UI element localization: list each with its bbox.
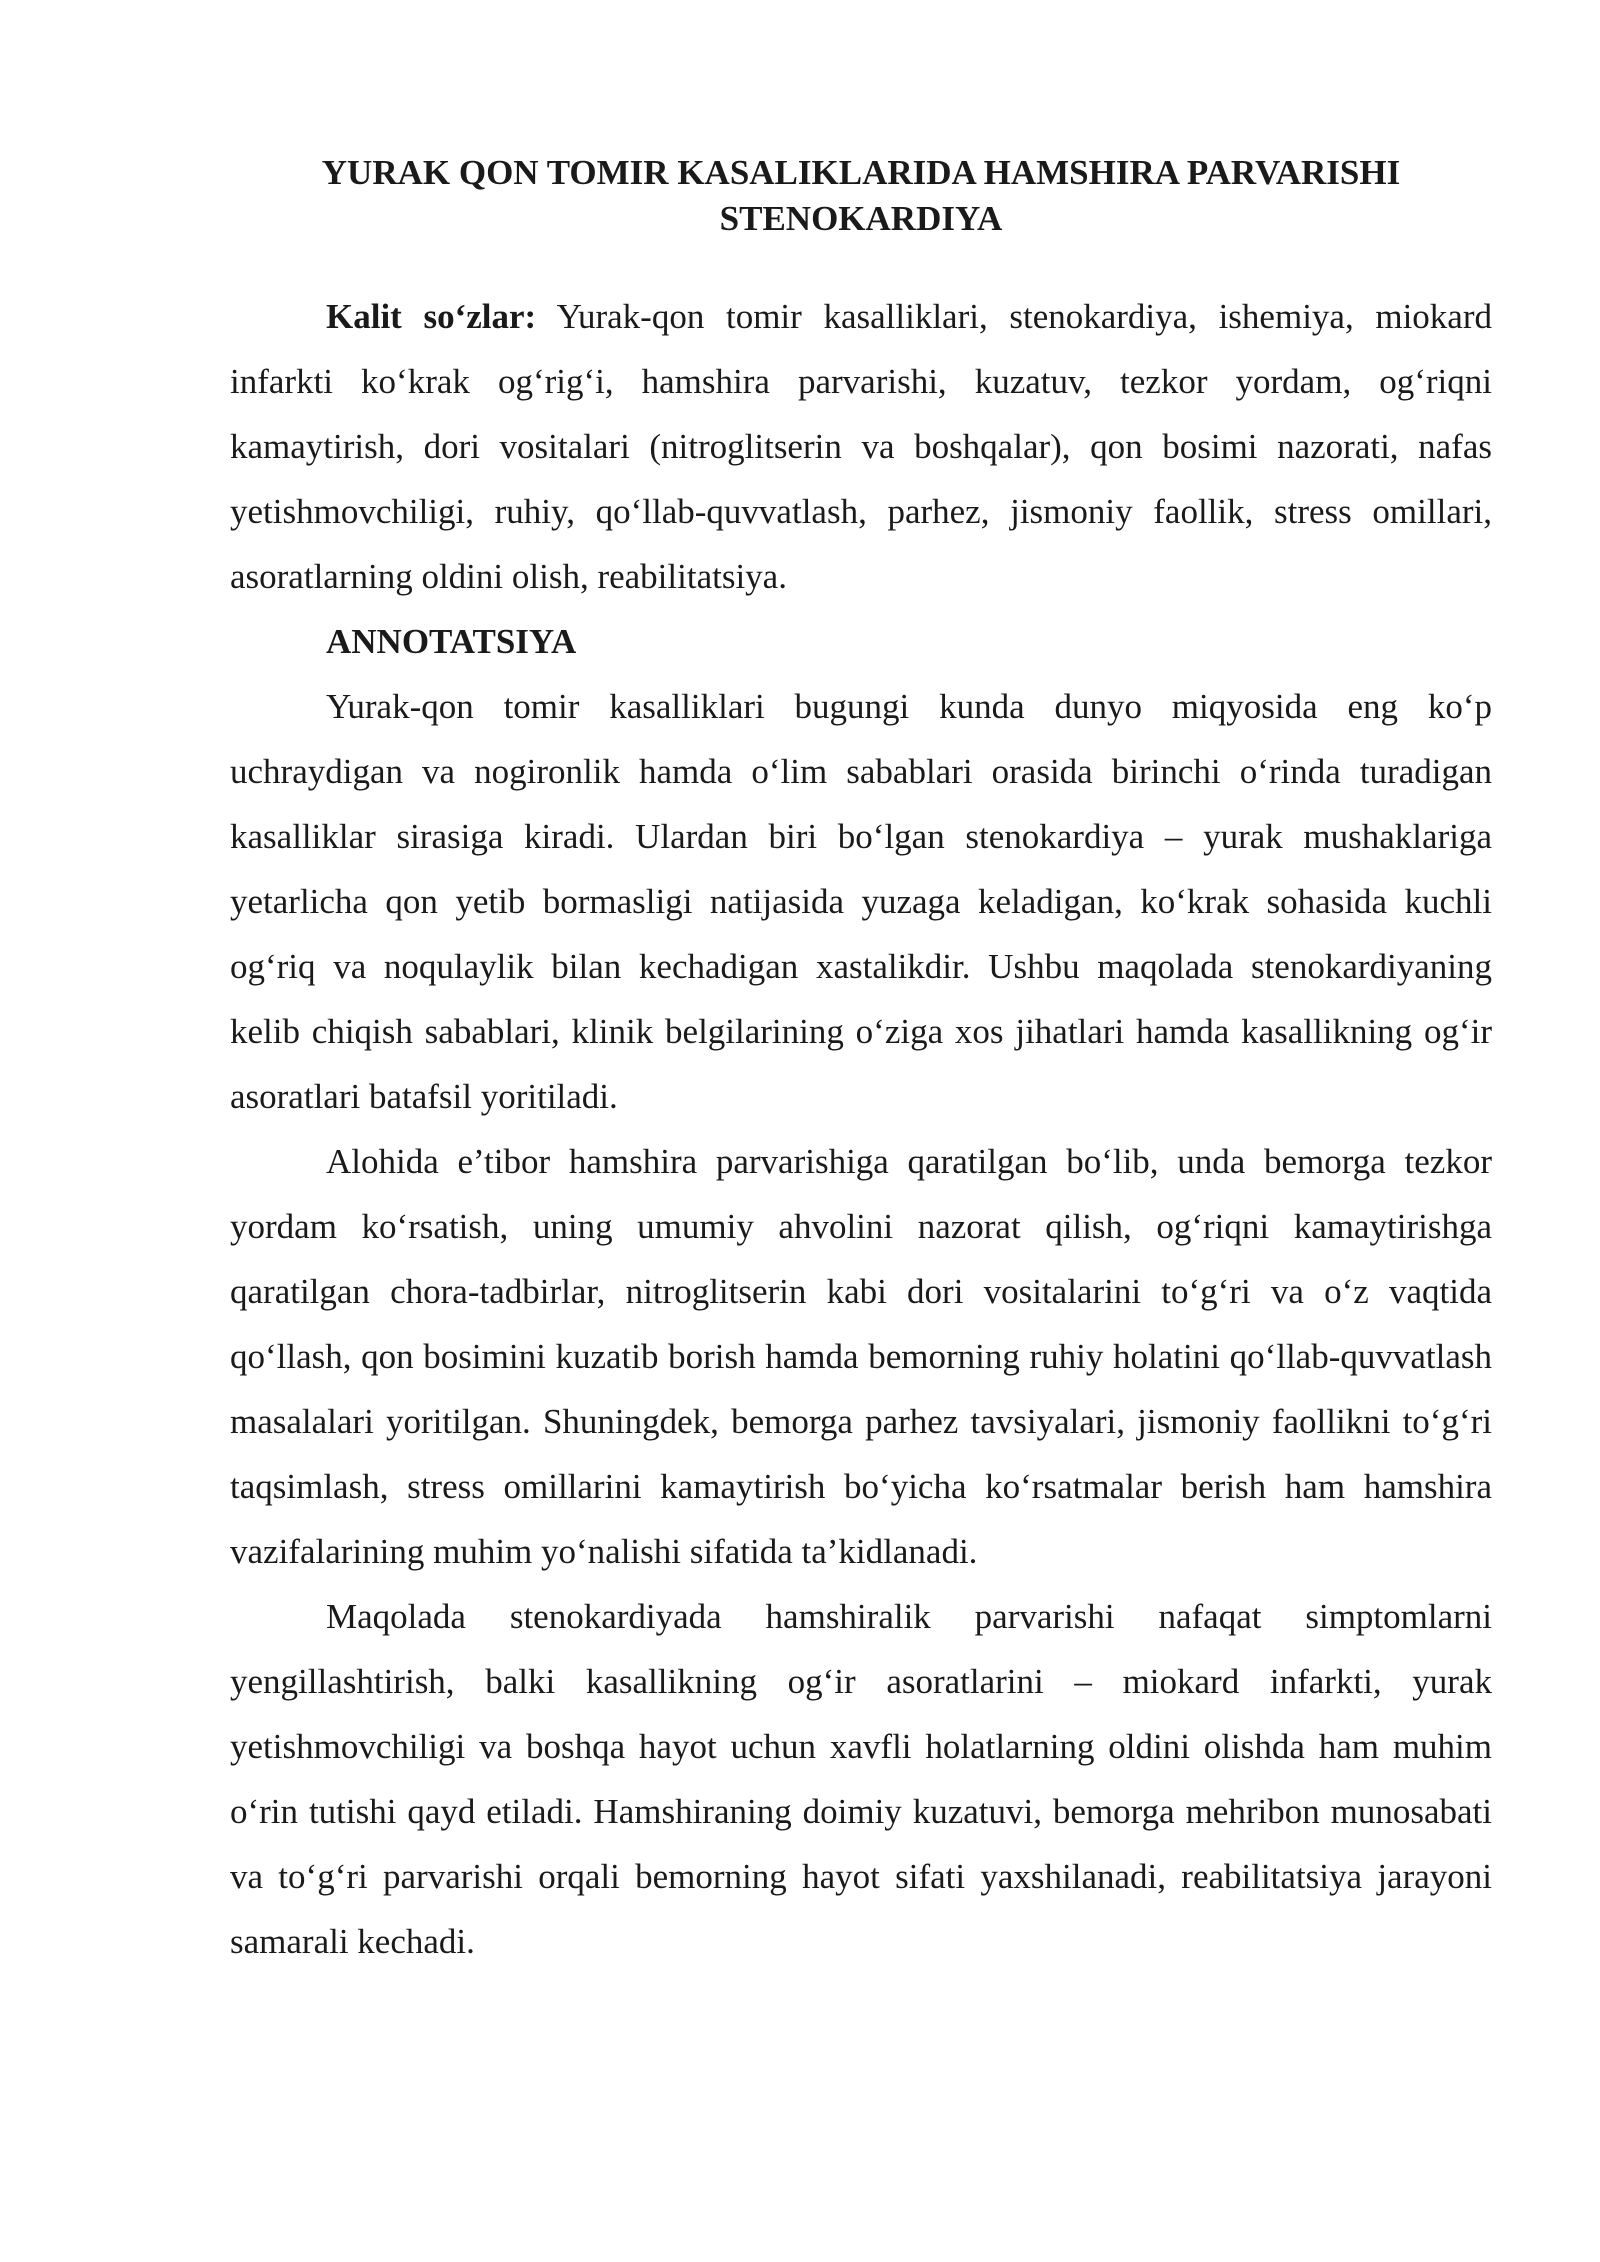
annotation-paragraph-3: Maqolada stenokardiyada hamshiralik parvarishi nafaqat simptomlarni yengillashtirish, balki kasallikning og‘ir asoratlarini – miokard infarkti, yurak yetishmovchiligi va boshqa hayot uchun xavfli holatlarning oldini olishda ham muhim o‘rin tutishi qayd etiladi. Hamshiraning doimiy kuzatuvi, bemorga mehribon munosabati va to‘g‘ri parvarishi orqali bemorning hayot sifati yaxshilanadi, reabilitatsiya jarayoni samarali kechadi. xyxy=(230,1597,1492,1961)
title-line-1: YURAK QON TOMIR KASALIKLARIDA HAMSHIRA PARVARISHI xyxy=(321,153,1401,192)
keywords-label: Kalit so‘zlar: xyxy=(326,297,537,336)
keywords-text: Yurak-qon tomir kasalliklari, stenokardiya, ishemiya, miokard infarkti ko‘krak og‘rig‘i, hamshira parvarishi, kuzatuv, tezkor yordam, og‘riqni kamaytirish, dori vositalari (nitroglitserin va boshqalar), qon bosimi nazorati, nafas yetishmovchiligi, ruhiy, qo‘llab-quvvatlash, parhez, jismoniy faollik, stress omillari, asoratlarning oldini olish, reabilitatsiya. xyxy=(230,297,1492,596)
keywords-paragraph xyxy=(230,284,1492,609)
annotation-paragraph-2: Alohida e’tibor hamshira parvarishiga qaratilgan bo‘lib, unda bemorga tezkor yordam ko‘rsatish, uning umumiy ahvolini nazorat qilish, og‘riqni kamaytirishga qaratilgan chora-tadbirlar, nitroglitserin kabi dori vositalarini to‘g‘ri va o‘z vaqtida qo‘llash, qon bosimini kuzatib borish hamda bemorning ruhiy holatini qo‘llab-quvvatlash masalalari yoritilgan. Shuningdek, bemorga parhez tavsiyalari, jismoniy faollikni to‘g‘ri taqsimlash, stress omillarini kamaytirish bo‘yicha ko‘rsatmalar berish ham hamshira vazifalarining muhim yo‘nalishi sifatida ta’kidlanadi. xyxy=(230,1142,1492,1571)
title-line-2: STENOKARDIYA xyxy=(719,199,1003,238)
annotation-paragraph-1: Yurak-qon tomir kasalliklari bugungi kunda dunyo miqyosida eng ko‘p uchraydigan va nogironlik hamda o‘lim sabablari orasida birinchi o‘rinda turadigan kasalliklar sirasiga kiradi. Ulardan biri bo‘lgan stenokardiya – yurak mushaklariga yetarlicha qon yetib bormasligi natijasida yuzaga keladigan, ko‘krak sohasida kuchli og‘riq va noqulaylik bilan kechadigan xastalikdir. Ushbu maqolada stenokardiyaning kelib chiqish sabablari, klinik belgilarining o‘ziga xos jihatlari hamda kasallikning og‘ir asoratlari batafsil yoritiladi. xyxy=(230,687,1492,1116)
document-title xyxy=(230,150,1492,242)
annotation-heading: ANNOTATSIYA xyxy=(326,622,577,661)
document-page xyxy=(230,150,1492,1974)
